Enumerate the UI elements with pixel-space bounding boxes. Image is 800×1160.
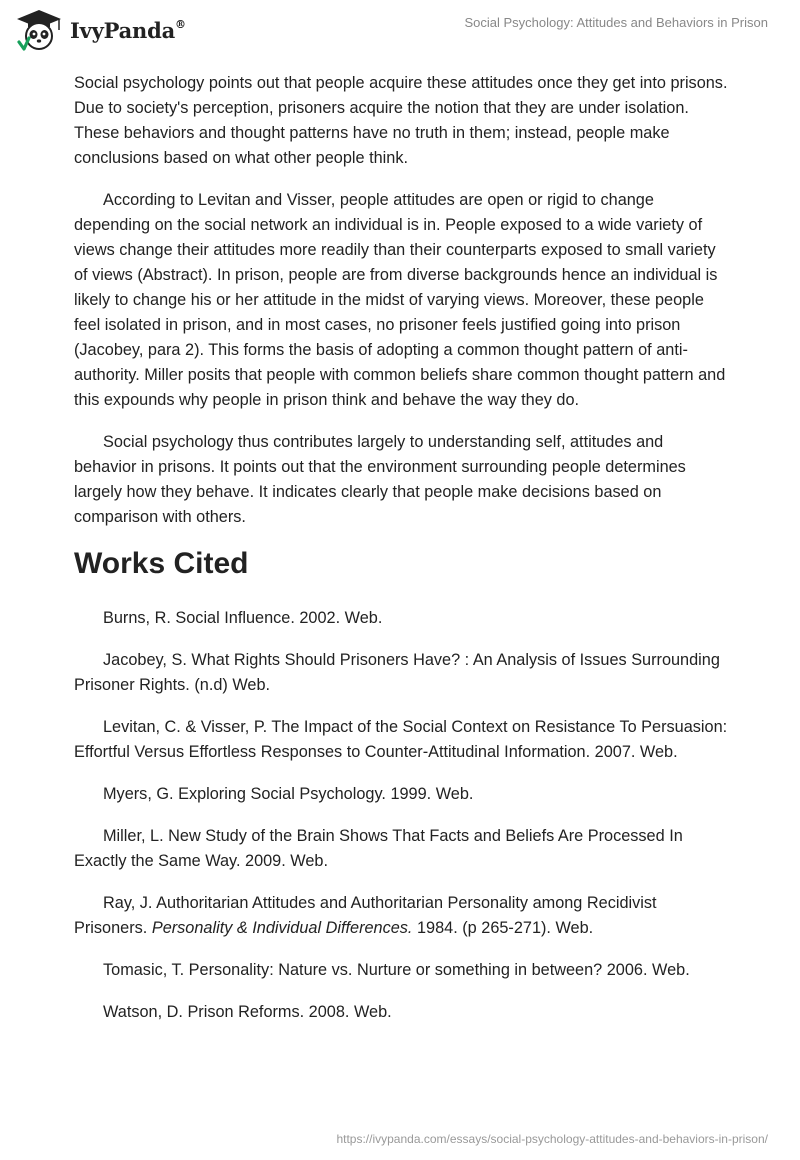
citation: Jacobey, S. What Rights Should Prisoners Have? : An Analysis of Issues Surrounding Prisoner Rights. (n.d) Web. — [74, 651, 720, 694]
citation-text: Ray, J. Authoritarian Attitudes and Authoritarian Personality among Recidivist Prisoners. — [74, 894, 657, 937]
citation: Watson, D. Prison Reforms. 2008. Web. — [103, 1003, 392, 1021]
body-paragraph: According to Levitan and Visser, people attitudes are open or rigid to change depending on the social network an individual is in. People exposed to a wide variety of views change their attitudes more readily than their counterparts exposed to small variety of views (Abstract). In prison, people are from diverse backgrounds hence an individual is likely to change his or her attitude in the midst of varying views. Moreover, these people feel isolated in prison, and in most cases, no prisoner feels justified going into prison (Jacobey, para 2). This forms the basis of adopting a common thought pattern of anti-authority. Miller posits that people with common beliefs share common thought pattern and this expounds why people in prison think and behave the way they do. — [74, 191, 726, 409]
brand-name: IvyPanda® — [70, 17, 186, 43]
body-paragraph: Social psychology thus contributes largely to understanding self, attitudes and behavior in prisons. It points out that the environment surrounding people determines largely how they behave. It indicates clearly that people make decisions based on comparison with others. — [74, 433, 686, 526]
works-cited-heading: Works Cited — [74, 547, 249, 580]
citation: Tomasic, T. Personality: Nature vs. Nurture or something in between? 2006. Web. — [103, 961, 690, 979]
source-url-link[interactable]: https://ivypanda.com/essays/social-psychology-attitudes-and-behaviors-in-prison/ — [336, 1132, 768, 1146]
citation-text: 1984. (p 265-271). Web. — [412, 919, 594, 937]
journal-title: Personality & Individual Differences. — [151, 919, 413, 937]
body-paragraph: Social psychology points out that people acquire these attitudes once they get into prisons. Due to society's perception, prisoners acquire the notion that they are under isolation. These behaviors and thought patterns have no truth in them; instead, people make conclusions based on what other people think. — [74, 74, 728, 167]
running-title: Social Psychology: Attitudes and Behaviors in Prison — [464, 15, 768, 30]
citation: Burns, R. Social Influence. 2002. Web. — [103, 609, 383, 627]
ivypanda-logo[interactable] — [14, 8, 186, 52]
page-header — [0, 0, 800, 62]
citation: Myers, G. Exploring Social Psychology. 1999. Web. — [103, 785, 474, 803]
essay-content — [74, 71, 728, 1042]
panda-graduate-icon — [14, 8, 64, 52]
citation — [74, 891, 728, 941]
citation: Levitan, C. & Visser, P. The Impact of the Social Context on Resistance To Persuasion: Effortful Versus Effortless Responses to Counter-Attitudinal Information. 2007. Web. — [74, 718, 728, 761]
citation: Miller, L. New Study of the Brain Shows That Facts and Beliefs Are Processed In Exactly the Same Way. 2009. Web. — [74, 827, 683, 870]
